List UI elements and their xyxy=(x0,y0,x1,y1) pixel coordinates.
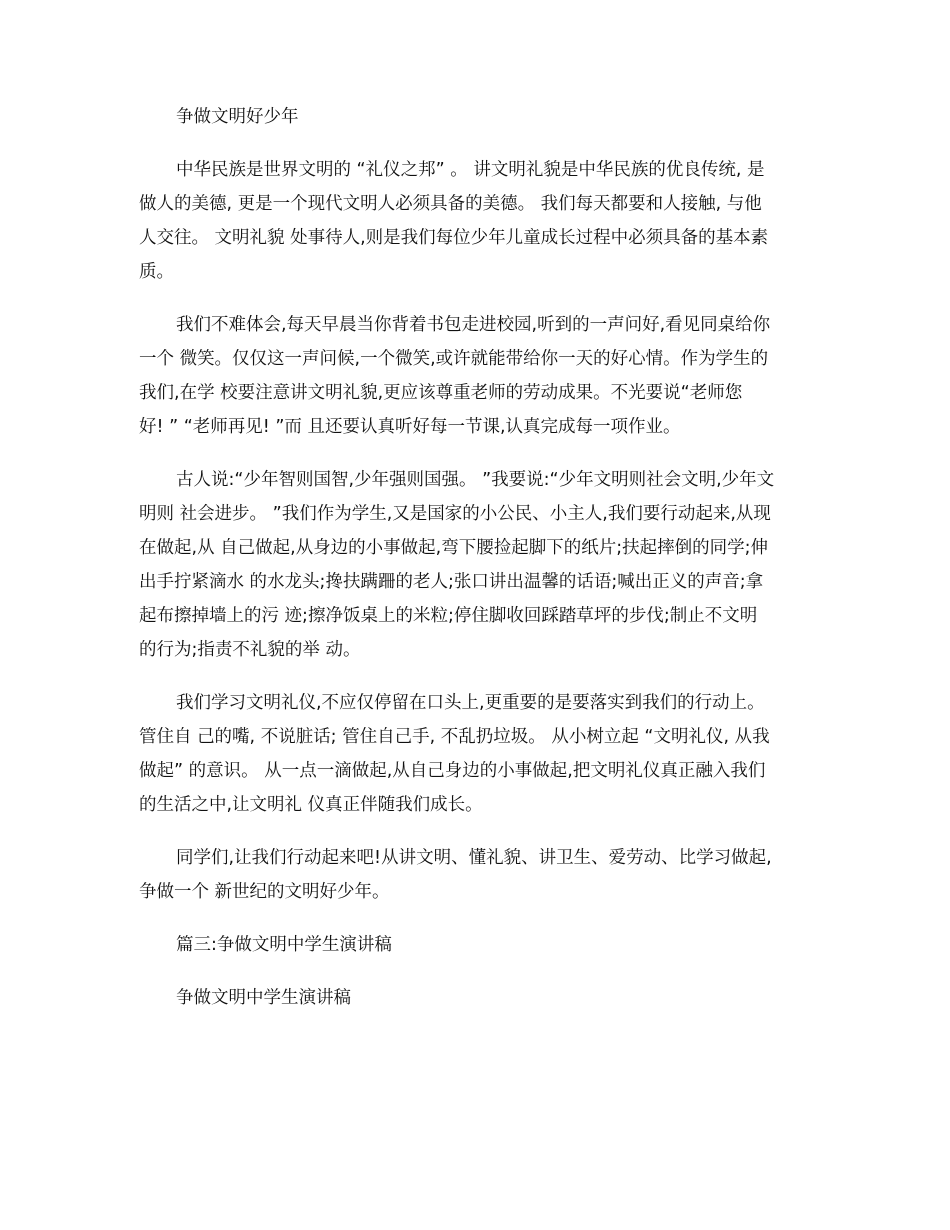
paragraph-5 xyxy=(139,841,811,909)
paragraph-line: 我们学习文明礼仪,不应仅停留在口头上,更重要的是要落实到我们的行动上。 xyxy=(176,693,765,713)
paragraph-line: 我们不难体会,每天早晨当你背着书包走进校园,听到的一声问好,看见同桌给你 xyxy=(176,315,771,335)
paragraph-line: 好! ” “老师再见! ”而 且还要认真听好每一节课,认真完成每一项作业。 xyxy=(139,417,681,437)
document-title: 争做文明好少年 xyxy=(176,107,299,127)
paragraph-line: 古人说:“少年智则国智,少年强则国强。 ”我要说:“少年文明则社会文明,少年文 xyxy=(176,470,775,490)
paragraph-4 xyxy=(139,686,811,822)
paragraph-line: 质。 xyxy=(139,262,174,282)
paragraph-line: 的行为;指责不礼貌的举 动。 xyxy=(139,640,361,660)
paragraph-line: 中华民族是世界文明的 “礼仪之邦” 。 讲文明礼貌是中华民族的优良传统, 是 xyxy=(176,160,765,180)
paragraph-line: 做起” 的意识。 从一点一滴做起,从自己身边的小事做起,把文明礼仪真正融入我们 xyxy=(139,761,766,781)
paragraph-line: 管住自 己的嘴, 不说脏话; 管住自己手, 不乱扔垃圾。 从小树立起 “文明礼仪, 从我 xyxy=(139,727,770,747)
paragraph-line: 争做一个 新世纪的文明好少年。 xyxy=(139,882,390,902)
paragraph-1 xyxy=(139,153,811,289)
paragraph-3 xyxy=(139,463,811,667)
paragraph-line: 起布擦掉墙上的污 迹;擦净饭桌上的米粒;停住脚收回踩踏草坪的步伐;制止不文明 xyxy=(139,606,758,626)
paragraph-line: 同学们,让我们行动起来吧!从讲文明、懂礼貌、讲卫生、爱劳动、比学习做起, xyxy=(176,848,772,868)
paragraph-line: 做人的美德, 更是一个现代文明人必须具备的美德。 我们每天都要和人接触, 与他 xyxy=(139,194,762,214)
paragraph-line: 一个 微笑。仅仅这一声问候,一个微笑,或许就能带给你一天的好心情。作为学生的 xyxy=(139,349,769,369)
section-heading: 篇三:争做文明中学生演讲稿 xyxy=(176,935,392,955)
document-body xyxy=(139,100,811,1034)
paragraph-line: 出手拧紧滴水 的水龙头;搀扶蹒跚的老人;张口讲出温馨的话语;喊出正义的声音;拿 xyxy=(139,572,764,592)
paragraph-line: 明则 社会进步。 ”我们作为学生,又是国家的小公民、小主人,我们要行动起来,从现 xyxy=(139,504,771,524)
paragraph-line: 我们,在学 校要注意讲文明礼貌,更应该尊重老师的劳动成果。不光要说“老师您 xyxy=(139,383,743,403)
paragraph-2 xyxy=(139,308,811,444)
paragraph-line: 人交往。 文明礼貌 处事待人,则是我们每位少年儿童成长过程中必须具备的基本素 xyxy=(139,228,769,248)
paragraph-line: 在做起,从 自己做起,从身边的小事做起,弯下腰捡起脚下的纸片;扶起摔倒的同学;伸 xyxy=(139,538,769,558)
paragraph-line: 的生活之中,让文明礼 仪真正伴随我们成长。 xyxy=(139,795,483,815)
section-title: 争做文明中学生演讲稿 xyxy=(176,988,351,1008)
